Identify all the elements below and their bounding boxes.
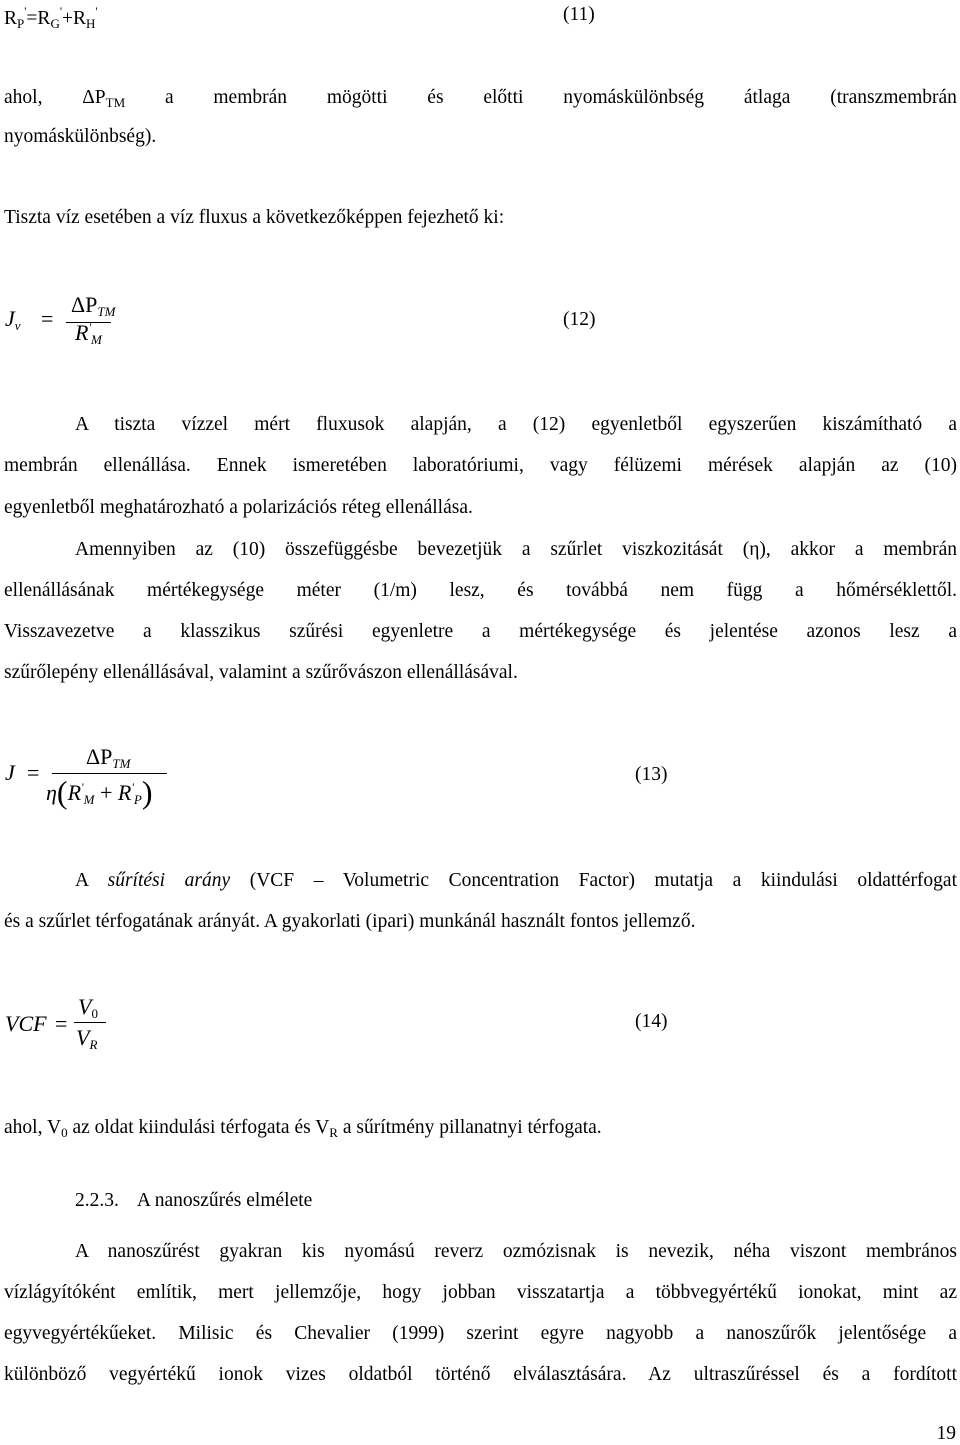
word: átlaga (743, 87, 791, 108)
p5-text-b: (VCF – Volumetric Concentration Factor) mutatja a kiindulási oldattérfogat (230, 870, 958, 891)
eq12-sub-tm: TM (97, 304, 116, 319)
eq14-denominator (76, 1025, 97, 1053)
eq13-right-paren: ) (141, 774, 153, 810)
eq11-sub-p: P (17, 16, 25, 31)
eq13-r2: R (117, 780, 132, 805)
eq11-eq: =R (26, 8, 51, 29)
eq13-left-paren: ( (56, 774, 68, 810)
p6-text-b: az oldat kiindulási térfogata és V (67, 1117, 330, 1138)
eq13-delta-p: ΔP (86, 744, 113, 769)
eq12-delta-p: ΔP (71, 292, 98, 317)
delta-p: ΔP (82, 87, 106, 108)
p6-text-c: a sűrítmény pillanatnyi térfogata. (337, 1117, 602, 1138)
eq11-sub-h: H (86, 16, 96, 31)
paragraph-3-line-3: egyenletből meghatározható a polarizációs réteg ellenállása. (4, 497, 473, 518)
eq13-equals: = (27, 760, 40, 785)
eq11-prime-3: ' (95, 4, 98, 18)
paragraph-4-line-2: ellenállásának mértékegysége méter (1/m) lesz, és továbbá nem függ a hőmérséklettől. (4, 580, 957, 601)
eq12-sub-v: v (14, 318, 21, 333)
p5-term: sűrítési arány (107, 870, 231, 891)
eq11-plus: +R (62, 8, 87, 29)
paragraph-4-line-3: Visszavezetve a klasszikus szűrési egyenletre a mértékegysége és jelentése azonos lesz a (4, 621, 957, 642)
eq14-numerator (78, 994, 98, 1022)
eq14-vr: V (76, 1025, 90, 1050)
eq13-numerator (86, 744, 130, 772)
equation-12-number: (12) (563, 309, 596, 330)
eq14-fraction-bar (74, 1022, 106, 1023)
page-number: 19 (936, 1423, 956, 1444)
paragraph-2: Tiszta víz esetében a víz fluxus a következőképpen fejezhető ki: (4, 207, 505, 228)
equation-13-number: (13) (635, 764, 668, 785)
equation-14-number: (14) (635, 1011, 668, 1032)
eq13-plus: + (99, 780, 113, 805)
eq11-prime-1: ' (24, 4, 27, 18)
word: membrán (213, 87, 288, 108)
eq12-sub-m: M (91, 332, 102, 347)
eq12-j (5, 306, 21, 334)
paragraph-4-line-4: szűrőlepény ellenállásával, valamint a szűrővászon ellenállásával. (4, 662, 518, 683)
p6-sub-0: 0 (61, 1125, 68, 1140)
sub-tm: TM (105, 95, 126, 110)
paragraph-3-line-2: membrán ellenállása. Ennek ismeretében laboratóriumi, vagy félüzemi mérések alapján az (10) (4, 455, 957, 476)
eq12-equals: = (41, 306, 54, 331)
paragraph-4-line-1: Amennyiben az (10) összefüggésbe bevezetjük a szűrlet viszkozitását (η), akkor a membrán (75, 539, 957, 560)
equation-11 (4, 4, 98, 32)
word: előtti (483, 87, 524, 108)
eq11-prime-2: ' (59, 4, 62, 18)
eq12-prime: ' (88, 320, 92, 334)
section-number: 2.2.3. (75, 1190, 119, 1211)
eq13-denominator (46, 771, 153, 808)
eq14-vcf: VCF (5, 1011, 47, 1036)
eq12-numerator (71, 292, 115, 320)
delta-p-tm (82, 87, 125, 111)
eq12-r: R (75, 320, 89, 345)
paragraph-1-line-1 (4, 87, 957, 111)
paragraph-7-line-4: különböző vegyértékű ionok vizes oldatból történő elválasztására. Az ultraszűréssel és a fordított (4, 1364, 957, 1385)
eq13-r1: R (67, 780, 82, 805)
word: (transzmembrán (830, 87, 957, 108)
paragraph-5-line-2: és a szűrlet térfogatának arányát. A gyakorlati (ipari) munkánál használt fontos jellemző. (4, 911, 696, 932)
eq14-v0: V (78, 994, 92, 1019)
paragraph-7-line-2: vízlágyítóként említik, mert jellemzője, hogy jobban visszatartja a többvegyértékű ionokat, mint az (4, 1282, 957, 1303)
word: nyomáskülönbség (563, 87, 705, 108)
p6-sub-r: R (329, 1125, 338, 1140)
word: ahol, (4, 87, 43, 108)
eq13-prime-1: ' (81, 780, 84, 794)
p6-text-a: ahol, V (4, 1117, 62, 1138)
eq14-sub-0: 0 (91, 1006, 98, 1021)
paragraph-6 (4, 1117, 602, 1141)
section-title: A nanoszűrés elmélete (136, 1190, 313, 1211)
eq13-sub-p: P (133, 792, 142, 807)
paragraph-7-line-1: A nanoszűrést gyakran kis nyomású reverz ozmózisnak is nevezik, néha viszont membrános (75, 1241, 957, 1262)
word: a (164, 87, 174, 108)
word: mögötti (326, 87, 388, 108)
eq13-eta: η (46, 780, 57, 805)
eq12-denominator (75, 320, 102, 348)
eq14-equals: = (55, 1011, 68, 1036)
eq13-sub-m: M (83, 792, 95, 807)
p5-text-a: A (75, 870, 108, 891)
eq14-sub-r: R (89, 1037, 98, 1052)
paragraph-5-line-1 (75, 870, 957, 892)
eq11-sub-g: G (50, 16, 60, 31)
word: és (427, 87, 444, 108)
eq13-prime-2: ' (131, 780, 134, 794)
eq13-j: J (5, 760, 15, 785)
eq11-r: R (4, 8, 18, 29)
paragraph-7-line-3: egyvegyértékűeket. Milisic és Chevalier (1999) szerint egyre nagyobb a nanoszűrők jelentősége a (4, 1323, 957, 1344)
equation-11-number: (11) (563, 4, 595, 25)
eq13-sub-tm: TM (112, 756, 131, 771)
paragraph-3-line-1: A tiszta vízzel mért fluxusok alapján, a (12) egyenletből egyszerűen kiszámítható a (75, 414, 957, 435)
eq12-j-letter: J (5, 306, 15, 331)
paragraph-1-line-2: nyomáskülönbség). (4, 126, 157, 147)
section-heading (75, 1190, 312, 1212)
